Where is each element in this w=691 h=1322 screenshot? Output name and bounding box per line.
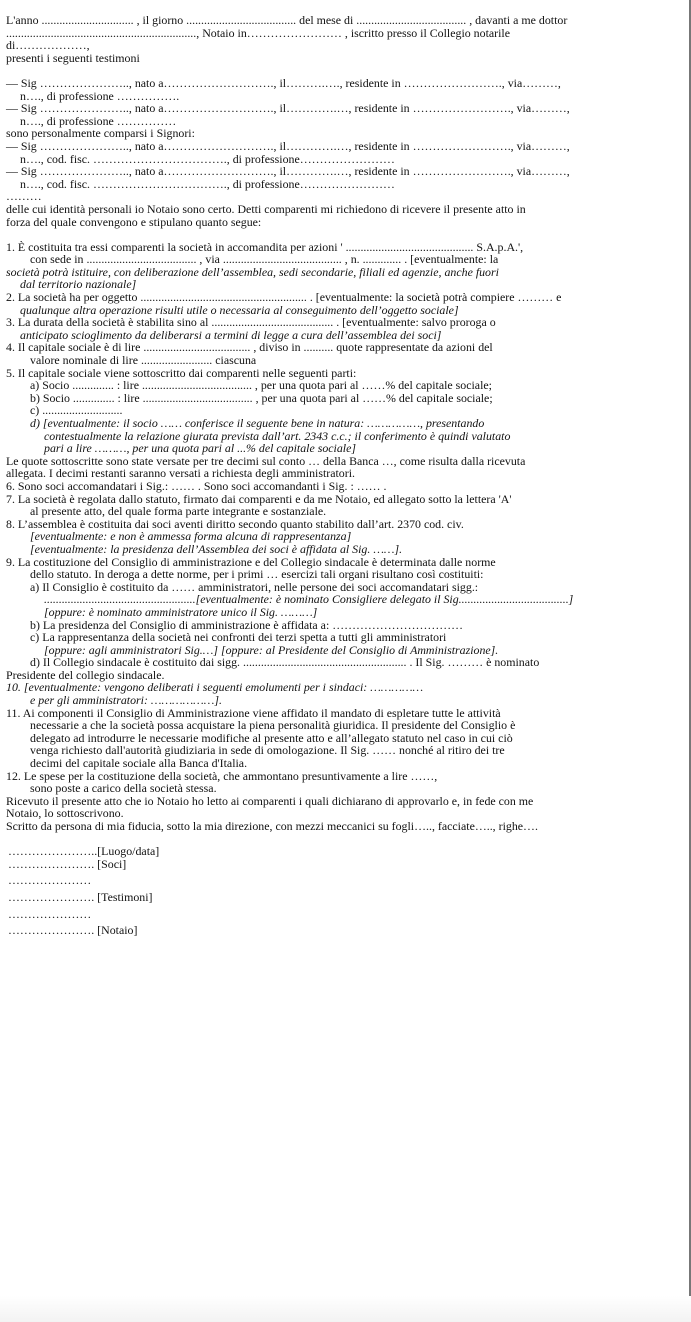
article-11 [6,707,688,770]
parties-heading: sono personalmente comparsi i Signori: [6,126,195,141]
article-line: delegato ad introdurre le necessarie modifiche al presente atto e all’allegato statuto nel caso in cui ciò [30,730,513,745]
article-line: venga richiesto dall'autorità giudiziaria in sede di omologazione. Il Sig. …… nonché al ritiro dei tre [30,743,505,758]
witness-line: n…., di professione …………… [20,113,177,128]
article-line: c) ........................... [30,403,123,418]
article-line: 2. La società ha per oggetto ........................................................ . [eventualmente: la società potrà compiere ……… e [6,290,562,305]
article-10 [6,681,688,706]
intro-line: di………………, [6,38,90,53]
signature-witnesses: …………………. [Testimoni] [8,889,153,904]
party-line: n…., cod. fisc. ……………………………., di professione…………………… [20,151,395,166]
article-1 [6,241,688,291]
signature-notary: …………………. [Notaio] [8,923,138,938]
article-line: decimi del capitale sociale alla Banca d'Italia. [30,756,248,771]
article-5 [6,367,688,455]
article-line: qualunque altra operazione risulti utile o necessaria al conseguimento dell’oggetto sociale] [20,302,459,317]
article-line: e per gli amministratori: ………………]. [30,693,222,708]
signature-blank: ………………… [8,906,92,921]
article-line: 4. Il capitale sociale è di lire .................................... , diviso in .......... quote rappresentate da azioni del [6,340,493,355]
intro-line: presenti i seguenti testimoni [6,50,140,65]
article-line: anticipato scioglimento da deliberarsi a termini di legge a cura dell’assemblea dei soci] [20,327,442,342]
quote-note [6,455,688,480]
witness-line: n…., di professione ……………. [20,88,180,103]
witness-line: — Sig ………………….., nato a………………………., il………….…, residente in ……………………., via………, [6,101,570,116]
article-line: 10. [eventualmente: vengono deliberati i seguenti emolumenti per i sindaci: …………… [6,680,424,695]
article-line: necessarie a che la società possa acquistare la piena personalità giuridica. Il presidente del Consiglio è [30,718,516,733]
article-line: 12. Le spese per la costituzione della società, che ammontano presuntivamente a lire ……, [6,768,438,783]
preamble-line: forza del quale convengono e stipulano quanto segue: [6,214,262,229]
witnesses-section [6,77,688,127]
closing-line: Scritto da persona di mia fiducia, sotto la mia direzione, con mezzi meccanici su fogli….., facciate….., righe…. [6,819,538,833]
article-8 [6,518,688,556]
note-line: allegata. I decimi restanti saranno versati a richiesta degli amministratori. [6,466,355,481]
article-line: società potrà istituire, con deliberazione dell’assemblea, sedi secondarie, filiali ed agenzie, anche fuori [6,264,499,279]
party-line: ……… [6,189,42,204]
party-line: — Sig ………………….., nato a………………………., il………….…, residente in ……………………., via………, [6,138,570,153]
closing-line: Notaio, lo sottoscrivono. [6,806,124,821]
signature-place-date: …………………..[Luogo/data] [8,844,160,859]
article-line: contestualmente la relazione giurata prevista dall’art. 2343 c.c.; il conferimento è quindi valutato [44,428,511,443]
page-bottom-edge [0,1296,691,1322]
article-line: dal territorio nazionale] [20,277,137,292]
article-line: [oppure: è nominato amministratore unico il Sig. ………] [44,604,318,619]
article-line: 1. È costituita tra essi comparenti la società in accomandita per azioni ' ........................................... S.A.p.A.', [6,239,524,254]
party-line: n…., cod. fisc. ……………………………., di professione…………………… [20,176,395,191]
article-line: 7. La società è regolata dallo statuto, firmato dai comparenti e da me Notaio, ed allegato sotto la lettera 'A' [6,491,512,506]
closing-section [6,795,688,833]
witness-line: — Sig ………………….., nato a………………………., il……….…., residente in ……………………., via………, [6,75,561,90]
closing-line: Ricevuto il presente atto che io Notaio ho letto ai comparenti i quali dichiarano di approvarlo e, in fede con me [6,793,534,808]
intro-line: ................................................................, Notaio in…………………… , iscritto presso il Collegio notarile [6,25,510,40]
article-line: pari a lire ………, per una quota pari al ...% del capitale sociale] [44,441,357,456]
article-line: 11. Ai componenti il Consiglio di Amministrazione viene affidato il mandato di espletare tutte le attività [6,705,501,720]
article-line: [eventualmente: e non è ammessa forma alcuna di rappresentanza] [30,529,352,544]
article-line: ...................................................[eventualmente: è nominato Consigliere delegato il Sig.....................................] [44,592,574,607]
article-line: d) [eventualmente: il socio …… conferisce il seguente bene in natura: ……………, presentando [30,416,485,430]
article-line: sono poste a carico della società stessa. [30,781,217,796]
article-line: d) Il Collegio sindacale è costituito dai sigg. ....................................................... . Il Sig. ……… è nominato [30,655,540,670]
article-7 [6,493,688,518]
article-3 [6,316,688,341]
article-line: a) Il Consiglio è costituito da …… amministratori, nelle persone dei soci accomandatari sigg.: [30,579,479,594]
party-line: — Sig ………………….., nato a………………………., il………….…, residente in ……………………., via………, [6,164,570,179]
article-line: con sede in ..................................... , via ........................................ , n. ............. . [eventualmente: la [30,252,499,267]
article-12 [6,770,688,795]
article-line: Presidente del collegio sindacale. [6,667,165,682]
article-line: 3. La durata della società è stabilita sino al ......................................... . [eventualmente: salvo proroga o [6,315,496,330]
deed-intro [6,14,688,64]
article-line: c) La rappresentanza della società nei confronti dei terzi spetta a tutti gli amministratori [30,630,447,645]
article-line: 5. Il capitale sociale viene sottoscritto dai comparenti nelle seguenti parti: [6,365,357,380]
article-4 [6,341,688,366]
article-line: b) Socio .............. : lire ..................................... , per una quota pari al ……% del capitale sociale; [30,390,493,405]
article-line: [oppure: agli amministratori Sig.…] [oppure: al Presidente del Consiglio di Amministrazione]. [44,642,499,657]
preamble [6,203,688,228]
article-line: dello statuto. In deroga a dette norme, per i primi … esercizi tali organi risultano così costituiti: [30,567,484,582]
article-line: al presente atto, del quale forma parte integrante e sostanziale. [30,504,327,519]
article-line: 8. L’assemblea è costituita dai soci aventi diritto secondo quanto stabilito dall’art. 2370 cod. civ. [6,516,464,531]
article-line: valore nominale di lire ........................ ciascuna [30,353,257,368]
preamble-line: delle cui identità personali io Notaio sono certo. Detti comparenti mi richiedono di ricevere il presente atto in [6,201,526,216]
parties-section [6,127,688,203]
signature-block [6,845,688,937]
article-line: b) La presidenza del Consiglio di amministrazione è affidata a: …………………………… [30,617,464,632]
signature-parties: …………………. [Soci] [8,856,127,871]
article-line: a) Socio .............. : lire ..................................... , per una quota pari al ……% del capitale sociale; [30,378,492,393]
article-line: [eventualmente: la presidenza dell’Assemblea dei soci è affidata al Sig. ……]. [30,541,403,556]
note-line: Le quote sottoscritte sono state versate per tre decimi sul conto … della Banca …, come risulta dalla ricevuta [6,453,526,468]
article-line: 9. La costituzione del Consiglio di amministrazione e del Collegio sindacale è determinata dalle norme [6,554,496,569]
intro-line: L'anno ............................... , il giorno ..................................... del mese di ..................................... , davanti a me dottor [6,13,568,27]
article-9 [6,556,688,682]
article-6: 6. Sono soci accomandatari i Sig.: …… . Sono soci accomandanti i Sig. : …… . [6,478,387,493]
signature-blank: ………………… [8,873,92,888]
article-2 [6,291,688,316]
notarial-deed-document [6,14,688,937]
